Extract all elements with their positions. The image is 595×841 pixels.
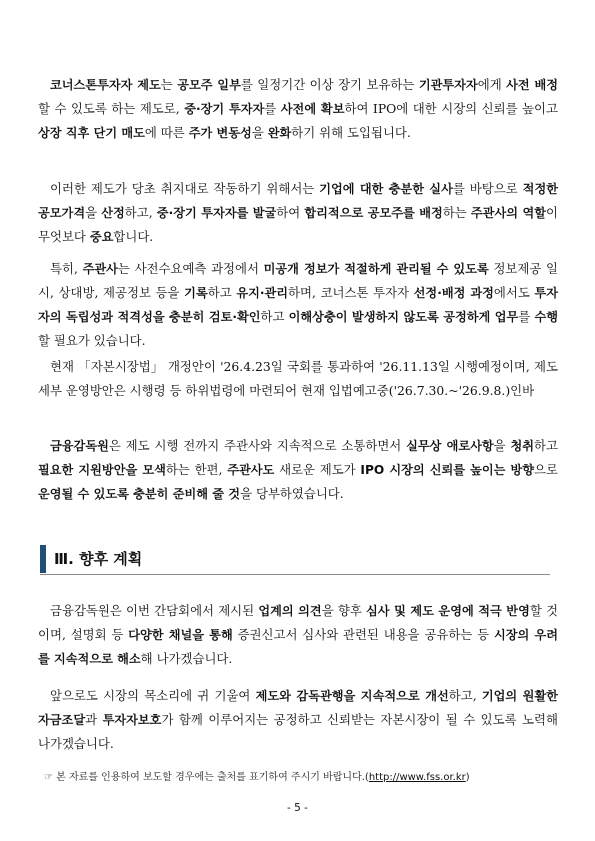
body-text: 정보제공 일시, 상대방, 제공정보 등을 [38, 261, 558, 300]
emphasis-text: 필요한 지원방안을 모색 [38, 463, 166, 477]
paragraph-closing [38, 684, 558, 756]
emphasis-text: 수행 [534, 310, 558, 324]
emphasis-text: 기록 [184, 286, 208, 300]
body-text: 하는 [442, 205, 471, 220]
body-text: 을 당부하였습니다. [240, 486, 344, 501]
body-text: 는 사전수요예측 과정에서 [117, 261, 264, 276]
body-text: 하고, [448, 688, 482, 703]
section-heading [40, 545, 550, 573]
emphasis-text: 방향 [505, 463, 535, 477]
body-text: 증권신고서 심사와 관련된 내용을 공유하는 등 [232, 627, 494, 642]
body-text: 새로운 제도가 [274, 462, 361, 477]
body-text: 하며, 코너스톤 투자자 [288, 285, 414, 300]
emphasis-text: 업계의 의견 [258, 604, 322, 618]
body-text: 특히, [50, 261, 83, 276]
citation-note-close: ) [465, 772, 470, 783]
body-text: 를 일정기간 이상 장기 보유하는 [240, 77, 419, 92]
body-text: 를 [264, 101, 281, 116]
emphasis-text: 다양한 채널을 통해 [128, 628, 233, 642]
emphasis-text: 합리적으로 공모주를 배정 [304, 206, 443, 220]
emphasis-text: 운영될 수 있도록 충분히 준비해 줄 것 [38, 487, 241, 501]
body-text: 하고, [124, 205, 157, 220]
body-text: 합니다. [113, 229, 154, 244]
emphasis-text: 이해상충이 발생하지 않도록 공정하게 업무 [288, 310, 519, 324]
body-text: 하고 [534, 438, 558, 453]
body-text: 이 무엇보다 [38, 205, 558, 244]
emphasis-text: 중요 [89, 230, 114, 244]
body-text: 과 [85, 712, 103, 727]
paragraph-future-plan [38, 599, 558, 671]
emphasis-text: 사전 배정 [506, 78, 559, 92]
emphasis-text: 시장의 우려를 지속적으로 해소 [38, 628, 559, 666]
body-text: 앞으로도 시장의 목소리에 귀 기울여 [50, 688, 256, 703]
emphasis-text: 완화 [267, 126, 292, 140]
section-divider [40, 574, 550, 575]
body-text: 를 바탕으로 [452, 181, 523, 196]
emphasis-text: 중·장기 투자자 [184, 102, 265, 116]
paragraph-fss-support [38, 434, 558, 506]
body-text: 하기 위해 도입됩니다. [291, 125, 411, 140]
body-text: 금융감독원은 이번 간담회에서 제시된 [50, 603, 259, 618]
body-text: 할 수 있도록 하는 제도로, [38, 101, 185, 116]
paragraph-information-management [38, 257, 558, 353]
body-text: 을 [85, 205, 102, 220]
paragraph-underwriter-role [38, 177, 558, 249]
page-number: - 5 - [287, 802, 308, 814]
fss-website-link[interactable]: http://www.fss.or.kr [368, 772, 466, 783]
body-text: 에서도 [493, 285, 535, 300]
emphasis-text: 주가 변동성 [188, 126, 252, 140]
emphasis-text: 공모주 일부 [177, 78, 241, 92]
emphasis-text: 청취 [510, 439, 535, 453]
body-text: 는 [160, 77, 178, 92]
emphasis-text: 투자자의 독립성과 적격성을 충분히 검토·확인 [38, 286, 558, 324]
emphasis-text: 금융감독원 [50, 439, 109, 453]
body-text: 현재 「자본시장법」 개정안이 '26.4.23일 국회를 통과하여 '26.11.13일 시행예정이며, 제도 세부 운영방안은 시행령 등 하위법령에 마련되어 현재 입법예고중('26.7.30.~'26.9.8.)인바 [38, 359, 558, 398]
emphasis-text: 주관사도 [227, 463, 275, 477]
citation-note [44, 768, 559, 783]
section-title: Ⅲ. 향후 계획 [54, 550, 143, 568]
body-text: 하여 IPO에 대한 시장의 신뢰를 높이고 [344, 101, 558, 116]
body-text: 해 나가겠습니다. [140, 651, 233, 666]
emphasis-text: 기관투자자 [418, 78, 478, 92]
paragraph-cornerstone-intro [38, 73, 558, 145]
body-text: 하여 [276, 205, 305, 220]
emphasis-text: 미공개 정보가 적절하게 관리될 수 있도록 [263, 262, 489, 276]
citation-note-text: 본 자료를 인용하여 보도할 경우에는 출처를 표기하여 주시기 바랍니다.( [56, 772, 369, 783]
emphasis-text: 기업의 원활한 자금조달 [38, 689, 558, 727]
body-text: 할 것이며, 설명회 등 [38, 603, 559, 642]
body-text: 을 [493, 438, 511, 453]
emphasis-text: IPO 시장의 신뢰를 높이는 [360, 463, 506, 477]
emphasis-text: 산정 [101, 206, 125, 220]
emphasis-text: 제도와 감독관행을 지속적으로 개선 [255, 689, 449, 703]
emphasis-text: 코너스톤투자자 제도 [50, 78, 161, 92]
body-text: 을 향후 [321, 603, 367, 618]
emphasis-text: 심사 및 제도 운영에 적극 반영 [366, 604, 530, 618]
body-text: 에게 [477, 77, 507, 92]
body-text: 가 함께 이루어지는 공정하고 신뢰받는 자본시장이 될 수 있도록 노력해 나가겠습니다. [38, 712, 558, 751]
emphasis-text: 상장 직후 단기 매도 [38, 126, 145, 140]
emphasis-text: 주관사의 역할 [470, 206, 546, 220]
emphasis-text: 유지·관리 [236, 286, 289, 300]
emphasis-text: 중·장기 투자자를 발굴 [156, 206, 277, 220]
body-text: 하고 [207, 285, 237, 300]
body-text: 하는 한편, [165, 462, 228, 477]
emphasis-text: 투자자보호 [102, 713, 162, 727]
body-text: 에 따른 [144, 125, 189, 140]
emphasis-text: 사전에 확보 [280, 102, 345, 116]
body-text: 이러한 제도가 당초 취지대로 작동하기 위해서는 [50, 181, 320, 196]
body-text: 은 제도 시행 전까지 주관사와 지속적으로 소통하면서 [108, 438, 407, 453]
body-text: 을 [251, 125, 268, 140]
body-text: 으로 [534, 462, 558, 477]
emphasis-text: 기업에 대한 충분한 실사 [319, 182, 453, 196]
body-text: 를 [518, 309, 535, 324]
emphasis-text: 적정한 공모가격 [38, 182, 558, 220]
body-text: 할 필요가 있습니다. [38, 333, 146, 348]
emphasis-text: 주관사 [82, 262, 118, 276]
emphasis-text: 선정·배정 과정 [413, 286, 494, 300]
paragraph-legislation-status [38, 355, 558, 403]
emphasis-text: 실무상 애로사항 [406, 439, 494, 453]
section-accent-bar [40, 545, 46, 573]
pointing-hand-icon: ☞ [44, 772, 53, 783]
body-text: 하고 [260, 309, 289, 324]
